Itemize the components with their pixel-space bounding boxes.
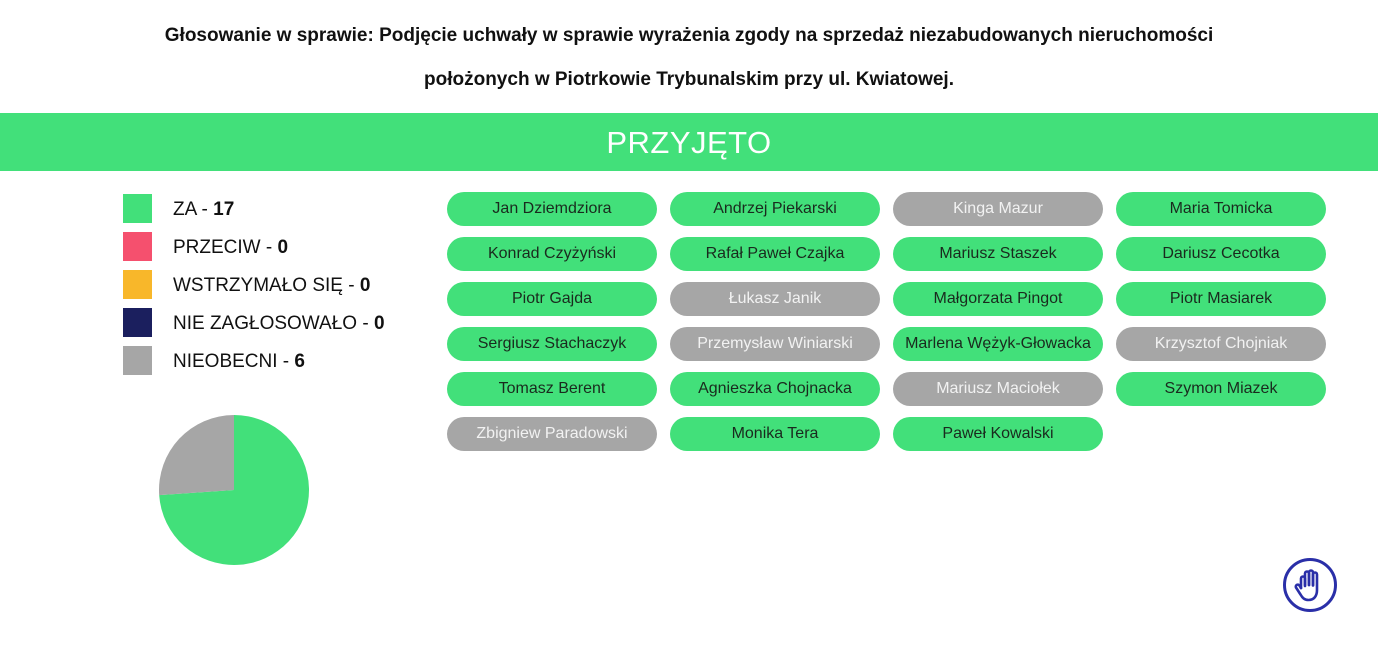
councillor-chip[interactable]: Mariusz Staszek — [893, 237, 1103, 271]
legend-label-wstrzymalo: WSTRZYMAŁO SIĘ — [173, 275, 343, 296]
councillor-chip[interactable]: Przemysław Winiarski — [670, 327, 880, 361]
legend-swatch-nieobecni — [123, 346, 152, 375]
councillor-chip[interactable]: Rafał Paweł Czajka — [670, 237, 880, 271]
vote-title-line-2: położonych w Piotrkowie Trybunalskim przy ul. Kwiatowej. — [424, 69, 954, 90]
pie-slice-nieobecni — [159, 415, 234, 495]
councillor-chip[interactable]: Małgorzata Pingot — [893, 282, 1103, 316]
vote-title-line-1: Głosowanie w sprawie: Podjęcie uchwały w sprawie wyrażenia zgody na sprzedaż niezabudowanych nieruchomości — [164, 25, 1214, 46]
councillor-chip[interactable]: Zbigniew Paradowski — [447, 417, 657, 451]
councillor-chip[interactable]: Krzysztof Chojniak — [1116, 327, 1326, 361]
vote-title — [0, 14, 1378, 102]
raised-hand-button[interactable] — [1282, 557, 1338, 613]
legend-label-za: ZA — [173, 199, 197, 220]
legend-label-nieobecni: NIEOBECNI — [173, 351, 278, 372]
legend-label-przeciw: PRZECIW — [173, 237, 261, 258]
councillor-chip[interactable]: Andrzej Piekarski — [670, 192, 880, 226]
legend-count-nieobecni: 6 — [294, 351, 305, 372]
councillor-chip[interactable]: Kinga Mazur — [893, 192, 1103, 226]
legend-count-za: 17 — [213, 199, 235, 220]
councillor-chip[interactable]: Monika Tera — [670, 417, 880, 451]
legend-count-przeciw: 0 — [277, 237, 289, 258]
councillor-chip[interactable]: Jan Dziemdziora — [447, 192, 657, 226]
legend-swatch-przeciw — [123, 232, 152, 261]
raised-hand-icon — [1296, 571, 1317, 601]
councillor-chip[interactable]: Paweł Kowalski — [893, 417, 1103, 451]
legend-count-wstrzymalo: 0 — [359, 275, 371, 296]
councillor-chip[interactable]: Mariusz Maciołek — [893, 372, 1103, 406]
legend-swatch-za — [123, 194, 152, 223]
legend-swatch-nie-zaglosowalo — [123, 308, 152, 337]
result-banner: PRZYJĘTO — [0, 113, 1378, 171]
councillor-chip[interactable]: Marlena Wężyk-Głowacka — [893, 327, 1103, 361]
councillor-chip[interactable]: Konrad Czyżyński — [447, 237, 657, 271]
councillor-chip[interactable]: Sergiusz Stachaczyk — [447, 327, 657, 361]
councillor-chip[interactable]: Maria Tomicka — [1116, 192, 1326, 226]
councillor-chip[interactable]: Dariusz Cecotka — [1116, 237, 1326, 271]
legend-count-nie-zaglosowalo: 0 — [373, 313, 385, 334]
vote-pie-chart — [158, 414, 310, 566]
legend-swatch-wstrzymalo — [123, 270, 152, 299]
councillor-chip[interactable]: Szymon Miazek — [1116, 372, 1326, 406]
councillor-chip[interactable]: Agnieszka Chojnacka — [670, 372, 880, 406]
councillor-grid — [447, 192, 1326, 451]
legend-label-nie-zaglosowalo: NIE ZAGŁOSOWAŁO — [173, 313, 358, 334]
councillor-chip[interactable]: Piotr Masiarek — [1116, 282, 1326, 316]
councillor-chip[interactable]: Piotr Gajda — [447, 282, 657, 316]
councillor-chip[interactable]: Łukasz Janik — [670, 282, 880, 316]
councillor-chip[interactable]: Tomasz Berent — [447, 372, 657, 406]
